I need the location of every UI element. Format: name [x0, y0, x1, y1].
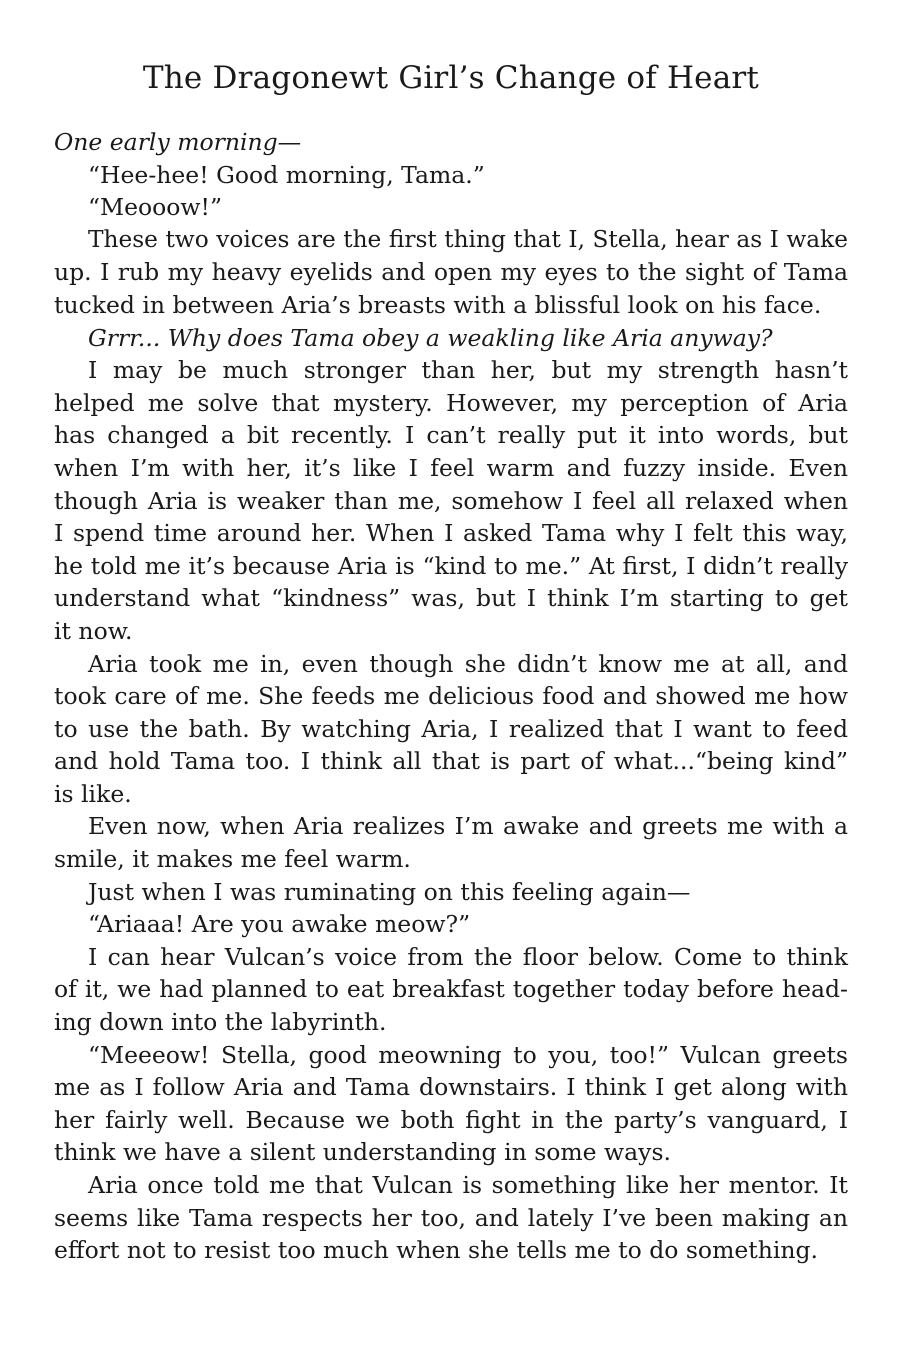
text-line: it now. — [54, 616, 133, 645]
text-line: he told me it’s because Aria is “kind to me.” At first, I didn’t really — [54, 551, 848, 580]
text-line: I can hear Vulcan’s voice from the floor below. Come to think — [88, 942, 848, 971]
text-line: “Hee-hee! Good morning, Tama.” — [88, 160, 485, 189]
text-line: when I’m with her, it’s like I feel warm and fuzzy inside. Even — [54, 453, 848, 482]
text-line: helped me solve that mystery. However, my perception of Aria — [54, 388, 848, 417]
text-line: effort not to resist too much when she tells me to do something. — [54, 1236, 819, 1265]
text-line: “Ariaaa! Are you awake meow?” — [88, 910, 471, 939]
text-line: is like. — [54, 779, 132, 808]
text-line: me as I follow Aria and Tama downstairs. I think I get along with — [54, 1073, 848, 1102]
text-line: took care of me. She feeds me delicious food and showed me how — [54, 682, 848, 711]
text-line: tucked in between Aria’s breasts with a blissful look on his face. — [54, 290, 822, 319]
text-line: seems like Tama respects her too, and lately I’ve been making an — [54, 1203, 848, 1232]
chapter-body — [54, 126, 848, 1267]
text-line: I may be much stronger than her, but my strength hasn’t — [88, 356, 848, 385]
text-line: though Aria is weaker than me, somehow I feel all relaxed when — [54, 486, 848, 515]
text-line: her fairly well. Because we both fight in the party’s vanguard, I — [54, 1105, 848, 1134]
text-line: think we have a silent understanding in some ways. — [54, 1138, 671, 1167]
text-line: smile, it makes me feel warm. — [54, 845, 411, 874]
text-line: “Meeeow! Stella, good meowning to you, too!” Vulcan greets — [88, 1040, 848, 1069]
text-line: and hold Tama too. I think all that is part of what...“being kind” — [54, 747, 848, 776]
text-line: up. I rub my heavy eyelids and open my eyes to the sight of Tama — [54, 258, 848, 287]
text-line: ing down into the labyrinth. — [54, 1008, 387, 1037]
text-line: “Meooow!” — [88, 193, 223, 222]
text-line: Even now, when Aria realizes I’m awake and greets me with a — [88, 812, 848, 841]
text-line: I spend time around her. When I asked Tama why I felt this way, — [54, 519, 848, 548]
text-line: These two voices are the first thing that I, Stella, hear as I wake — [88, 225, 848, 253]
text-line: understand what “kindness” was, but I think I’m starting to get — [54, 584, 848, 613]
text-line: to use the bath. By watching Aria, I realized that I want to feed — [54, 714, 848, 743]
book-page — [54, 0, 848, 1350]
text-line: One early morning— — [54, 128, 302, 156]
text-line: Aria once told me that Vulcan is something like her mentor. It — [88, 1171, 848, 1199]
text-line: of it, we had planned to eat breakfast together today before head- — [54, 975, 848, 1004]
text-line: Aria took me in, even though she didn’t know me at all, and — [88, 649, 848, 678]
text-line: Grrr... Why does Tama obey a weakling like Aria anyway? — [88, 323, 773, 352]
chapter-title: The Dragonewt Girl’s Change of Heart — [142, 60, 760, 96]
text-line: has changed a bit recently. I can’t really put it into words, but — [54, 421, 848, 450]
text-line: Just when I was ruminating on this feeling again— — [88, 877, 691, 906]
